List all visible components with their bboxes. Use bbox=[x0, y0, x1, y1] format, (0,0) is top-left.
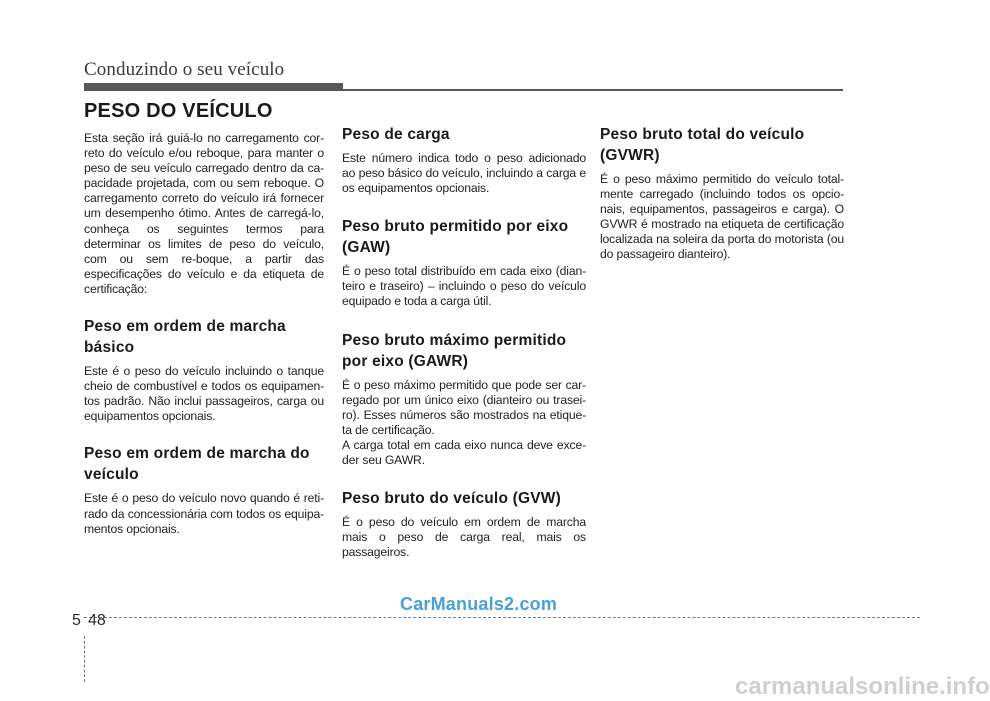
header-bar bbox=[84, 83, 343, 91]
heading-vehicle-curb-weight: Peso em ordem de marcha do veículo bbox=[84, 445, 310, 484]
heading-basic-curb-weight: Peso em ordem de marcha básico bbox=[84, 318, 286, 357]
paragraph-gvwr: É o peso máximo permitido do veículo total-mente carregado (incluindo todos os opcio-nais, equipamentos, passageiros e carga). O GVWR é mostrado na etiqueta de certificação localizada na soleira da porta do motorista (ou do passageiro dianteiro). bbox=[600, 172, 844, 262]
watermark-link[interactable]: CarManuals2.com bbox=[400, 594, 558, 614]
watermark-footer: carmanualsonline.info bbox=[735, 673, 990, 700]
section-title: PESO DO VEÍCULO bbox=[84, 100, 273, 122]
page-chapter-number: 5 bbox=[72, 612, 81, 629]
chapter-title: Conduzindo o seu veículo bbox=[84, 59, 285, 80]
footer-vertical-rule bbox=[84, 636, 85, 682]
heading-cargo-weight: Peso de carga bbox=[342, 126, 450, 143]
heading-gawr: Peso bruto máximo permitido por eixo (GAWR) bbox=[342, 331, 567, 370]
paragraph-vehicle-curb-weight: Este é o peso do veículo novo quando é reti-rado da concessionária com todos os equipa-mentos opcionais. bbox=[84, 491, 324, 536]
paragraph-basic-curb-weight: Este é o peso do veículo incluindo o tanque cheio de combustível e todos os equipamen-tos padrão. Não inclui passageiros, carga ou equipamentos opcionais. bbox=[84, 364, 324, 424]
column-middle bbox=[342, 124, 586, 560]
page-number: 48 bbox=[88, 612, 106, 629]
heading-gvw: Peso bruto do veículo (GVW) bbox=[342, 490, 561, 508]
paragraph-gawr-note: A carga total em cada eixo nunca deve exce-der seu GAWR. bbox=[342, 437, 586, 468]
paragraph-gawr: É o peso máximo permitido que pode ser car-regado por um único eixo (dianteiro ou trasei-ro). Esses números são mostrados na etique-ta de certificação. bbox=[342, 377, 586, 437]
paragraph-gaw: É o peso total distribuído em cada eixo (dian-teiro e traseiro) – incluindo o peso do veículo equipado e toda a carga útil. bbox=[342, 264, 586, 309]
column-right bbox=[600, 124, 844, 263]
paragraph-cargo-weight: Este número indica todo o peso adicionado ao peso básico do veículo, incluindo a carga e os equipamentos opcionais. bbox=[342, 151, 586, 196]
heading-gaw: Peso bruto permitido por eixo (GAW) bbox=[342, 218, 569, 257]
paragraph-gvw: É o peso do veículo em ordem de marcha mais o peso de carga real, mais os passageiros. bbox=[342, 515, 586, 560]
heading-gvwr: Peso bruto total do veículo (GVWR) bbox=[600, 126, 805, 164]
column-left bbox=[84, 100, 324, 537]
footer-rule bbox=[84, 617, 920, 618]
intro-paragraph: Esta seção irá guiá-lo no carregamento cor-reto do veículo e/ou reboque, para manter o peso de seu veículo carregado dentro da ca-pacidade projetada, com ou sem reboque. O carregamento correto do veículo irá fornecer um desempenho ótimo. Antes de carregá-lo, conheça os seguintes termos para determinar os limites de peso do veículo, com ou sem re-boque, a partir das especificações do veículo e da etiqueta de certificação: bbox=[84, 131, 324, 296]
header-rule bbox=[343, 89, 843, 91]
